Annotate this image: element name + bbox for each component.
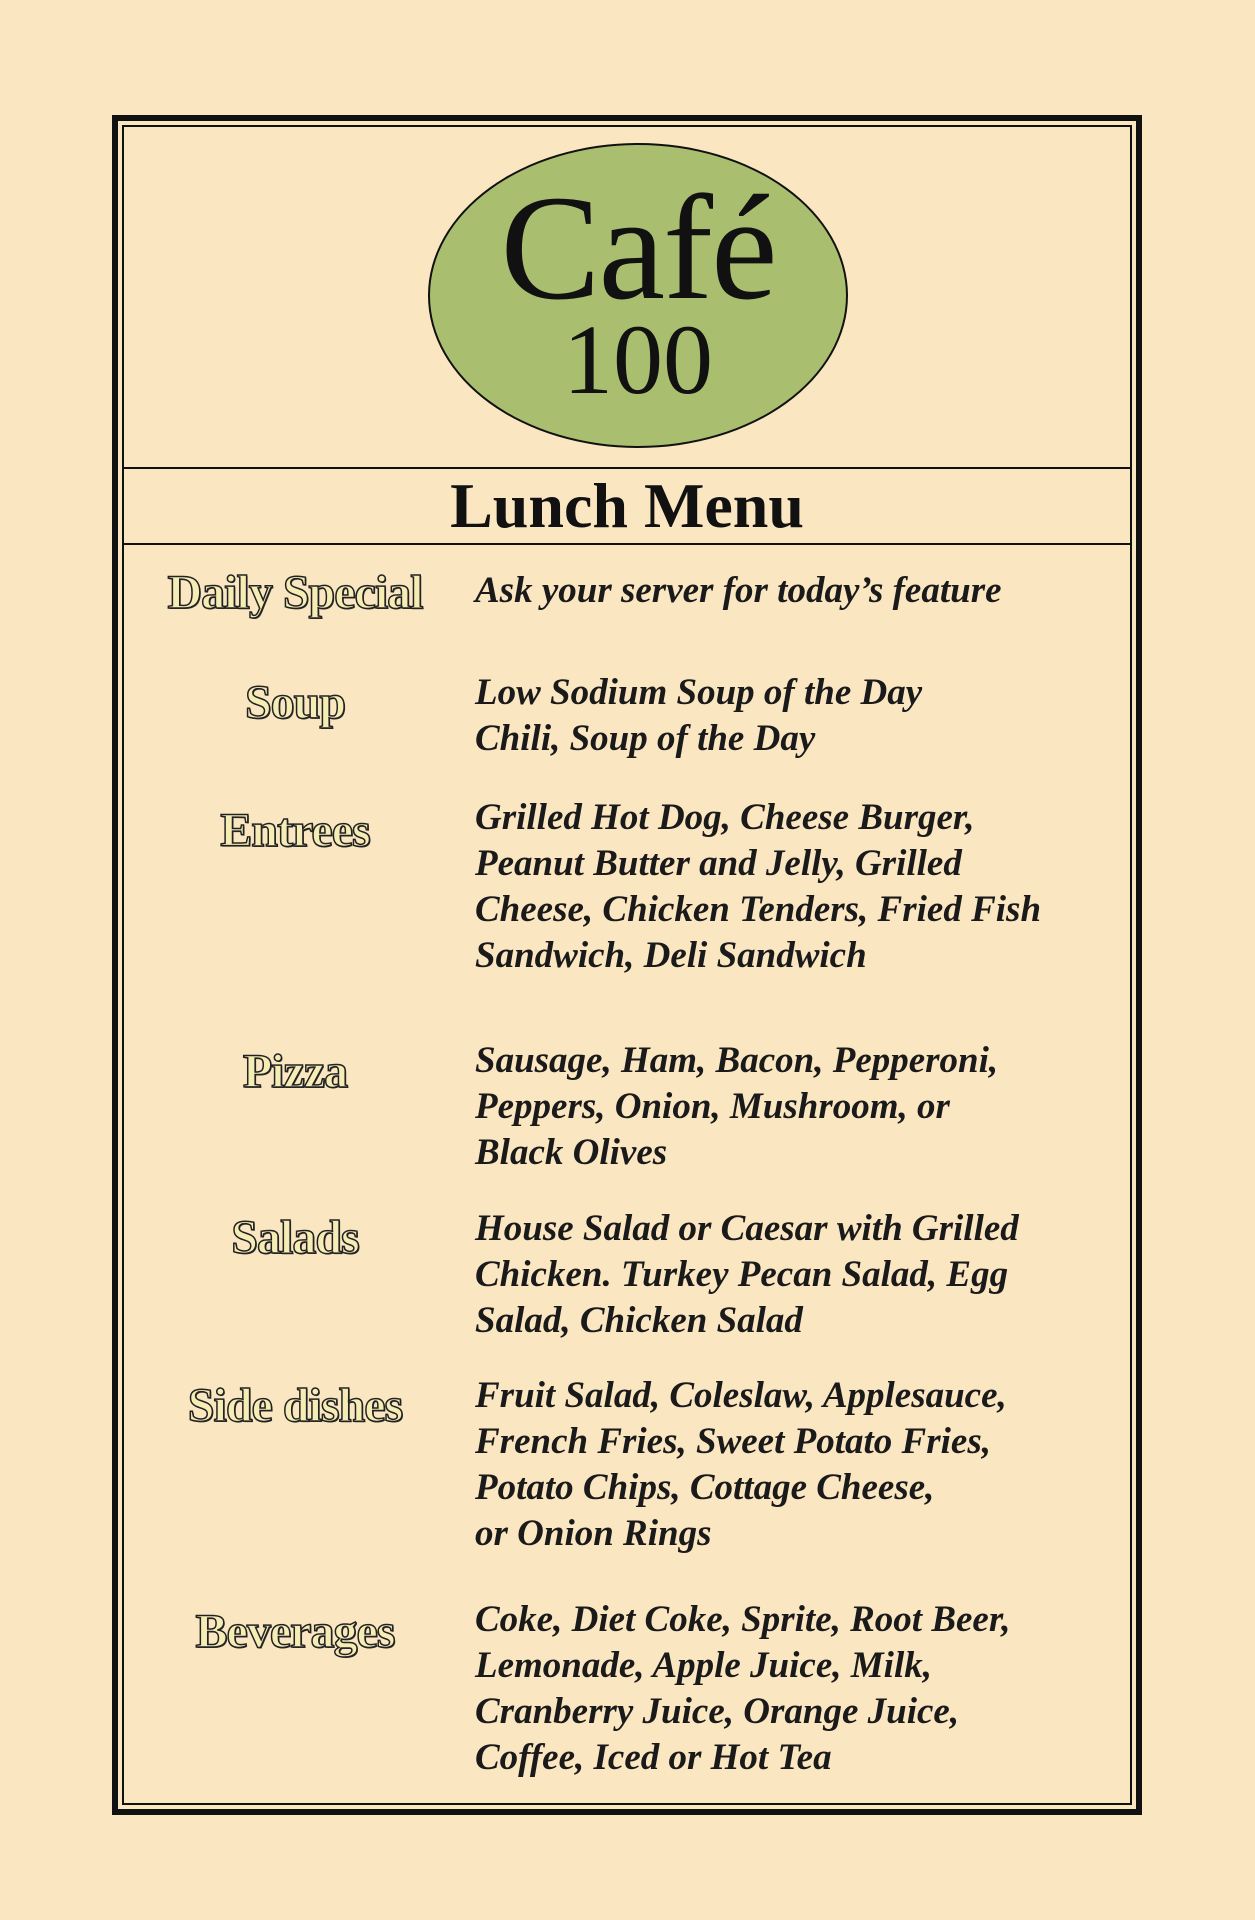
logo-name: Café xyxy=(500,165,776,331)
section-label-pizza: Pizza xyxy=(242,1045,348,1098)
section-items-soup: Low Sodium Soup of the Day Chili, Soup of the Day xyxy=(475,672,923,759)
section-items-salads: House Salad or Caesar with Grilled Chicken. Turkey Pecan Salad, Egg Salad, Chicken Salad xyxy=(475,1208,1019,1341)
section-items-pizza: Sausage, Ham, Bacon, Pepperoni, Peppers, Onion, Mushroom, or Black Olives xyxy=(475,1040,999,1173)
section-label-salads: Salads xyxy=(231,1211,359,1264)
title-divider-top xyxy=(122,467,1132,469)
section-items-entrees: Grilled Hot Dog, Cheese Burger, Peanut Butter and Jelly, Grilled Cheese, Chicken Tenders, Fried Fish Sandwich, Deli Sandwich xyxy=(475,797,1042,976)
section-items-daily-special: Ask your server for today’s feature xyxy=(475,570,1002,611)
section-label-soup: Soup xyxy=(244,676,346,729)
section-items-side-dishes: Fruit Salad, Coleslaw, Applesauce, French Fries, Sweet Potato Fries, Potato Chips, Cottage Cheese, or Onion Rings xyxy=(475,1375,1007,1554)
section-label-entrees: Entrees xyxy=(220,804,370,857)
section-label-beverages: Beverages xyxy=(195,1605,395,1658)
cafe-logo xyxy=(428,143,848,448)
logo-number: 100 xyxy=(563,304,713,415)
section-items-beverages: Coke, Diet Coke, Sprite, Root Beer, Lemonade, Apple Juice, Milk, Cranberry Juice, Orange Juice, Coffee, Iced or Hot Tea xyxy=(475,1599,1011,1778)
menu-title: Lunch Menu xyxy=(450,470,804,541)
section-label-side-dishes: Side dishes xyxy=(187,1379,403,1432)
title-divider-bottom xyxy=(122,543,1132,545)
section-label-daily-special: Daily Special xyxy=(167,566,423,619)
